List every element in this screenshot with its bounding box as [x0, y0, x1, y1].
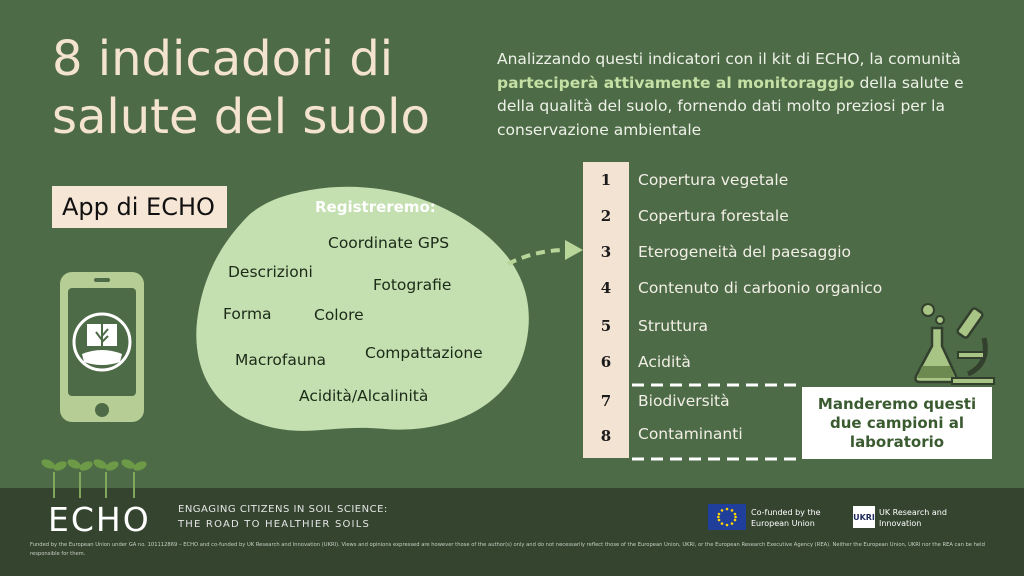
tagline-line-1: ENGAGING CITIZENS IN SOIL SCIENCE: [178, 504, 388, 515]
lab-note: Manderemo questi due campioni al laboratorio [802, 387, 992, 459]
indicator-number: 5 [600, 317, 612, 335]
intro-text [497, 48, 1002, 142]
eu-flag-icon [708, 504, 746, 530]
indicator-label: Copertura forestale [638, 207, 789, 225]
footer [0, 488, 1024, 576]
phone-with-plant-icon [58, 270, 148, 426]
ukri-logo: UKRI [853, 506, 875, 528]
laboratory-microscope-icon [912, 300, 996, 386]
indicator-label: Acidità [638, 353, 691, 371]
tagline-line-2: THE ROAD TO HEALTHIER SOILS [178, 519, 371, 530]
blob-item: Acidità/Alcalinità [299, 387, 429, 405]
indicator-number: 1 [600, 171, 612, 189]
blob-item: Forma [223, 305, 272, 323]
indicator-label: Struttura [638, 317, 708, 335]
indicator-number: 7 [600, 392, 612, 410]
ukri-text: UK Research and Innovation [879, 508, 947, 528]
intro-text-end: della salute e della qualità del suolo, fornendo dati molto preziosi per la conservazione ambientale [497, 73, 964, 139]
echo-logo: ECHO [48, 500, 151, 539]
intro-highlight: parteciperà attivamente al monitoraggio [497, 73, 855, 92]
page-title: 8 indicadori di salute del suolo [52, 31, 430, 145]
indicator-number: 3 [600, 243, 612, 261]
indicator-label: Contaminanti [638, 425, 743, 443]
blob-item: Colore [314, 306, 364, 324]
arrow-icon [505, 236, 585, 268]
indicator-number: 4 [600, 279, 612, 297]
indicator-label: Copertura vegetale [638, 171, 789, 189]
blob-item: Coordinate GPS [328, 234, 450, 252]
indicator-label: Eterogeneità del paesaggio [638, 243, 851, 261]
blob-item: Compattazione [365, 344, 483, 362]
app-label: App di ECHO [52, 186, 227, 228]
intro-text-start: Analizzando questi indicatori con il kit di ECHO, la comunità [497, 50, 961, 68]
funding-disclaimer: Funded by the European Union under GA no. 101112869 – ECHO and co-funded by UK Research and Innovation (UKRI). Views and opinions expressed are however those of the author(s) only and do not necessarily reflect those of the European Union, UKRI, or the European Research Executive Agency (REA). Neither the European Union, UKRI nor the REA can be held responsible for them. [30, 542, 985, 557]
seedlings-icon [40, 452, 152, 500]
indicator-label: Biodiversità [638, 392, 730, 410]
indicator-number: 2 [600, 207, 612, 225]
indicator-label: Contenuto di carbonio organico [638, 279, 883, 297]
blob-item: Macrofauna [235, 351, 327, 369]
indicator-number: 6 [600, 353, 612, 371]
blob-heading: Registreremo: [315, 198, 436, 216]
blob-item: Descrizioni [228, 263, 313, 281]
eu-funding-text: Co-funded by the European Union [751, 508, 821, 528]
indicator-number: 8 [600, 427, 612, 445]
lab-divider [628, 382, 804, 464]
blob-item: Fotografie [373, 276, 452, 294]
